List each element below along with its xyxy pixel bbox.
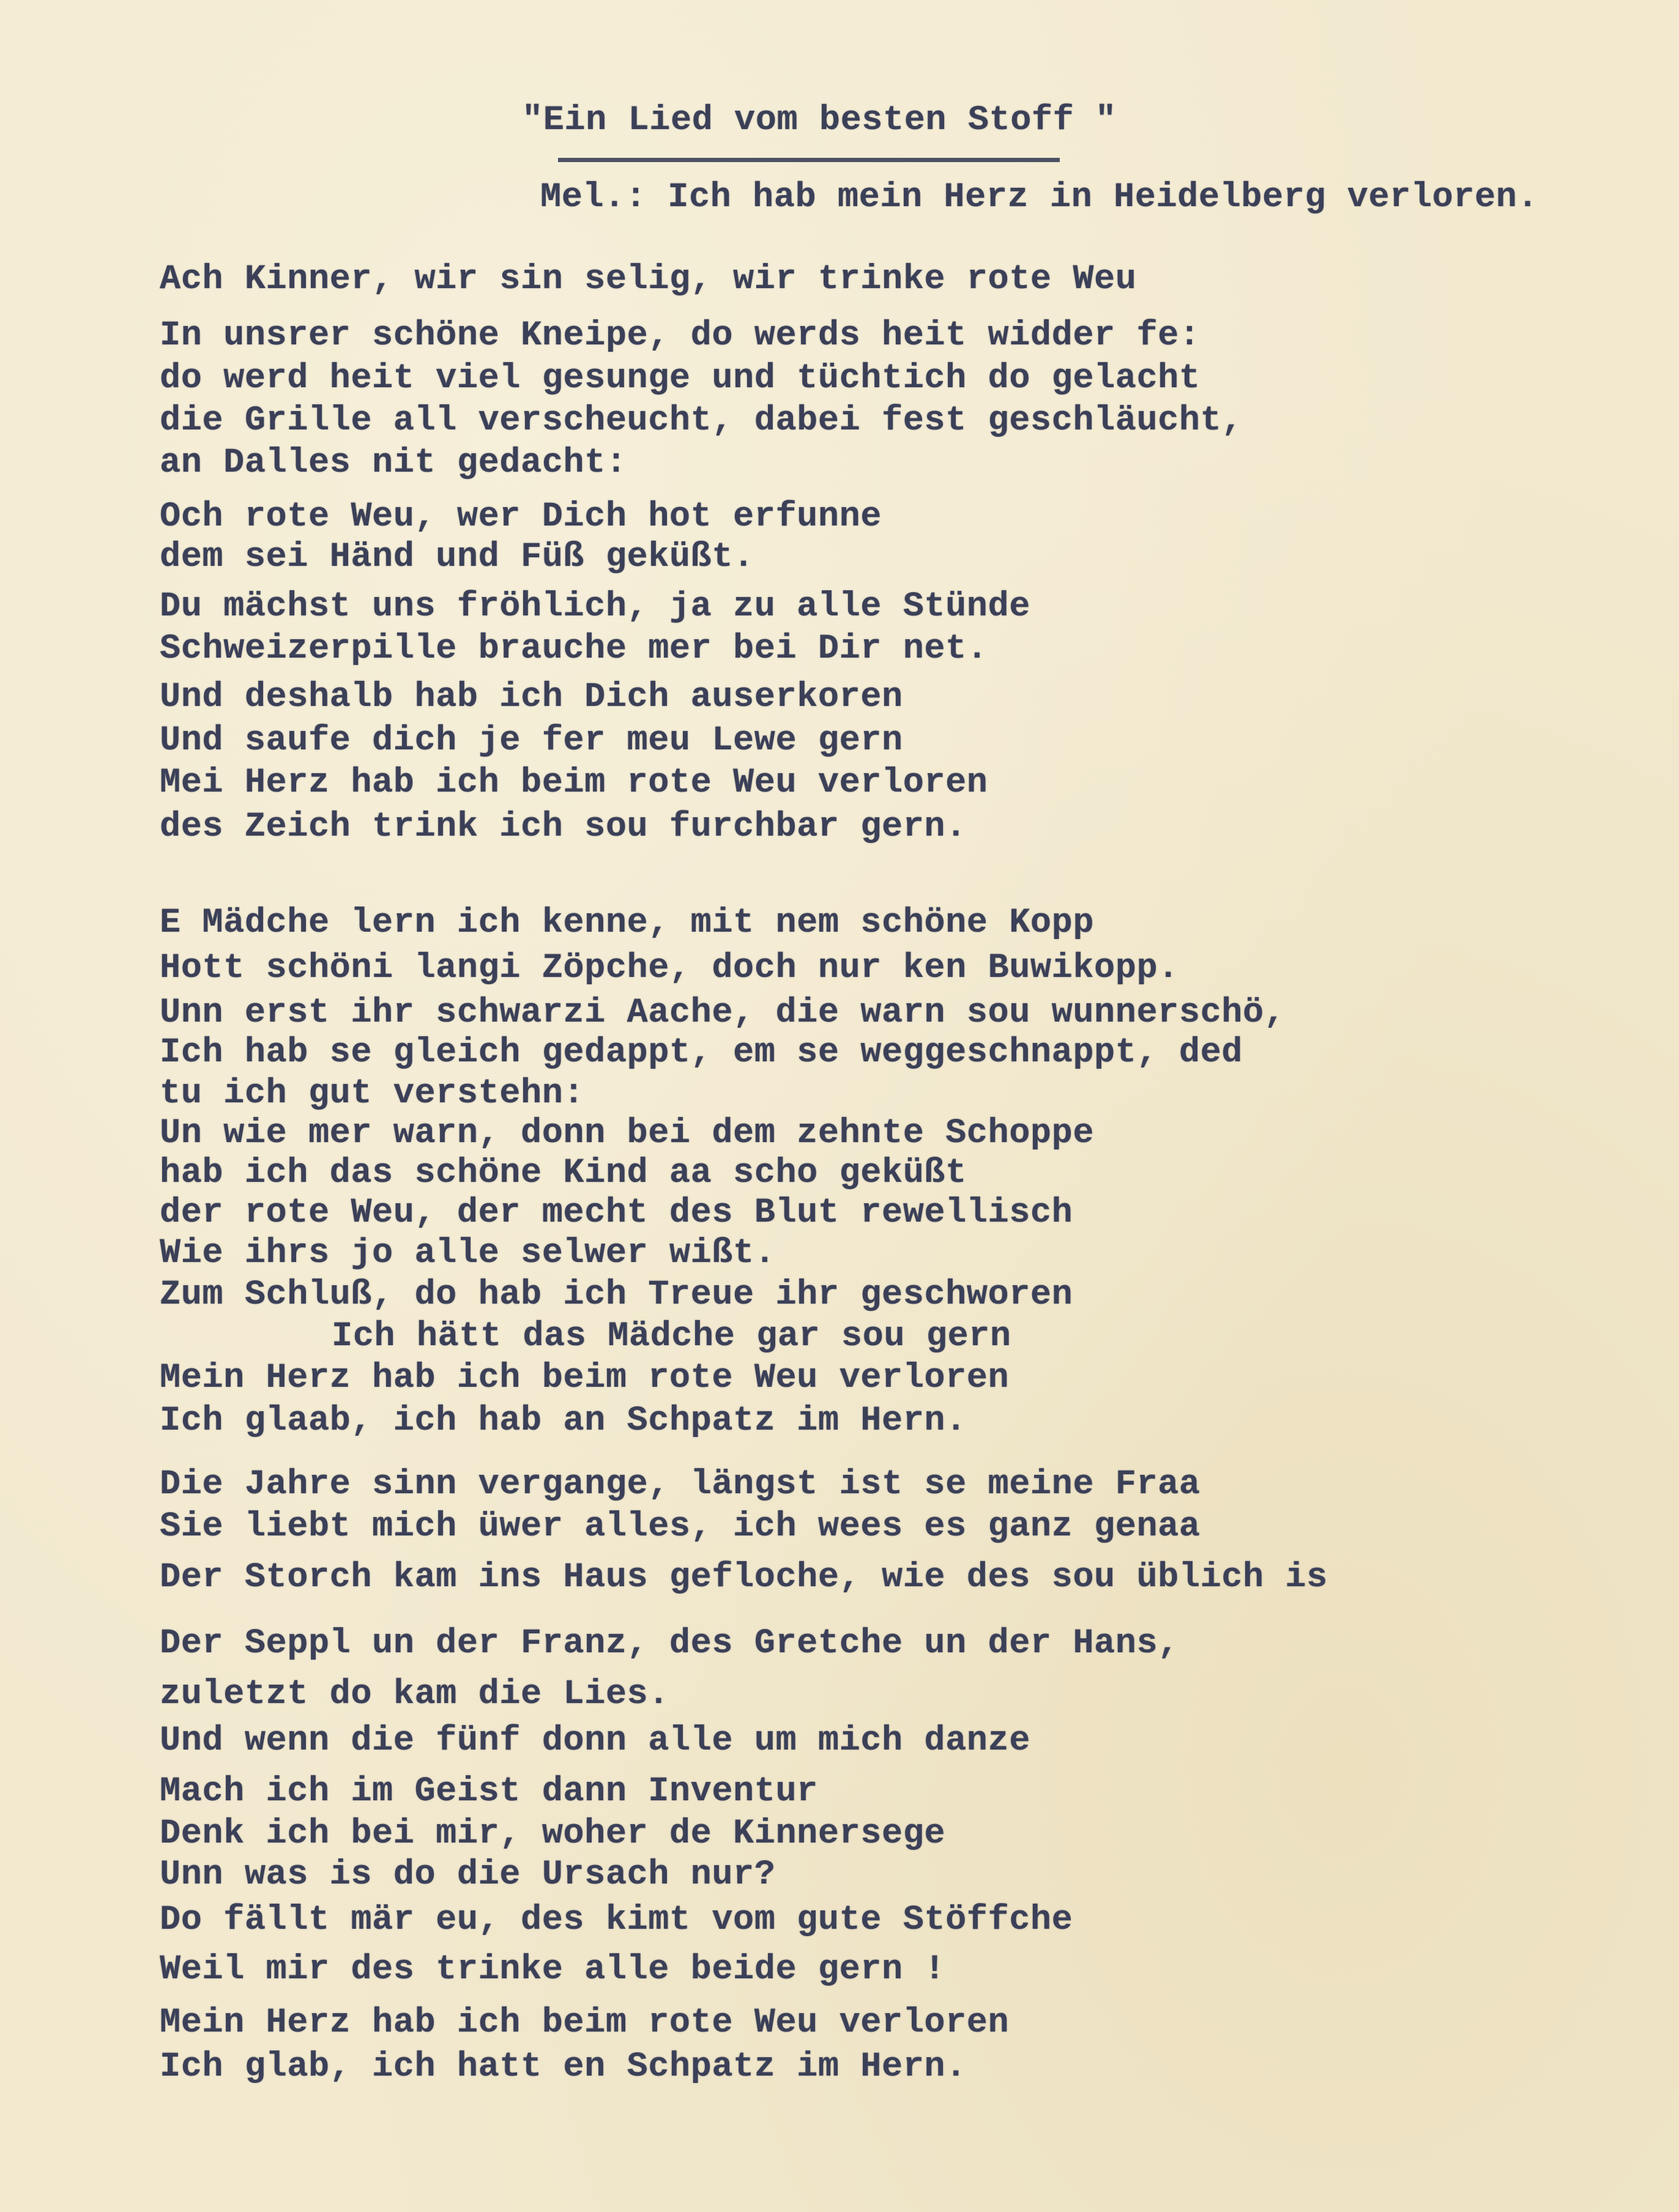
verse-line: Die Jahre sinn vergange, längst ist se meine Fraa (160, 1465, 1201, 1504)
verse-line: Ich glaab, ich hab an Schpatz im Hern. (160, 1401, 967, 1441)
verse-line: E Mädche lern ich kenne, mit nem schöne Kopp (160, 904, 1095, 943)
verse-line: Der Seppl un der Franz, des Gretche un der Hans, (160, 1624, 1179, 1663)
verse-line: Do fällt mär eu, des kimt vom gute Stöffche (160, 1901, 1073, 1940)
verse-line: Hott schöni langi Zöpche, doch nur ken Buwikopp. (160, 949, 1179, 988)
verse-line: Wie ihrs jo alle selwer wißt. (160, 1234, 776, 1273)
verse-line: Unn erst ihr schwarzi Aache, die warn sou wunnerschö, (160, 993, 1286, 1033)
verse-line: Mein Herz hab ich beim rote Weu verloren (160, 2003, 1010, 2043)
verse-line: In unsrer schöne Kneipe, do werds heit widder fe: (160, 316, 1201, 355)
verse-line: tu ich gut verstehn: (160, 1074, 585, 1113)
verse-line: Schweizerpille brauche mer bei Dir net. (160, 629, 988, 669)
verse-line: Zum Schluß, do hab ich Treue ihr geschworen (160, 1275, 1073, 1315)
verse-line: Mei Herz hab ich beim rote Weu verloren (160, 763, 988, 803)
verse-line: Ich glab, ich hatt en Schpatz im Hern. (160, 2047, 967, 2087)
verse-line: Mein Herz hab ich beim rote Weu verloren (160, 1359, 1010, 1398)
verse-line: Ach Kinner, wir sin selig, wir trinke rote Weu (160, 260, 1137, 299)
verse-line: Du mächst uns fröhlich, ja zu alle Stünde (160, 587, 1030, 626)
verse-line: Sie liebt mich üwer alles, ich wees es ganz genaa (160, 1507, 1201, 1546)
overtyped-line: Ich hätt das Mädche gar sou gern (332, 1317, 1011, 1356)
verse-line: Und wenn die fünf donn alle um mich danze (160, 1721, 1030, 1761)
melody-note: Mel.: Ich hab mein Herz in Heidelberg verloren. (540, 178, 1539, 217)
verse-line: der rote Weu, der mecht des Blut rewellisch (160, 1193, 1073, 1233)
verse-line: Weil mir des trinke alle beide gern ! (160, 1950, 946, 1989)
verse-line: Un wie mer warn, donn bei dem zehnte Schoppe (160, 1114, 1095, 1153)
verse-line: zuletzt do kam die Lies. (160, 1675, 669, 1714)
title-underline (558, 158, 1060, 162)
verse-line: Mach ich im Geist dann Inventur (160, 1772, 818, 1811)
verse-line: die Grille all verscheucht, dabei fest geschläucht, (160, 401, 1243, 440)
verse-line: Ich hab se gleich gedappt, em se weggeschnappt, ded (160, 1033, 1243, 1072)
verse-line: Unn was is do die Ursach nur? (160, 1855, 776, 1895)
verse-line: an Dalles nit gedacht: (160, 444, 627, 483)
verse-line: Und deshalb hab ich Dich auserkoren (160, 678, 903, 717)
verse-line: do werd heit viel gesunge und tüchtich do gelacht (160, 359, 1201, 398)
verse-line: Och rote Weu, wer Dich hot erfunne (160, 497, 882, 536)
verse-line: Denk ich bei mir, woher de Kinnersege (160, 1814, 946, 1854)
verse-line: Der Storch kam ins Haus gefloche, wie des sou üblich is (160, 1558, 1328, 1597)
verse-line: dem sei Händ und Füß geküßt. (160, 538, 754, 577)
verse-line: des Zeich trink ich sou furchbar gern. (160, 807, 967, 847)
verse-line: Und saufe dich je fer meu Lewe gern (160, 721, 903, 760)
verse-line: hab ich das schöne Kind aa scho geküßt (160, 1154, 967, 1193)
song-title: "Ein Lied vom besten Stoff " (522, 101, 1117, 140)
